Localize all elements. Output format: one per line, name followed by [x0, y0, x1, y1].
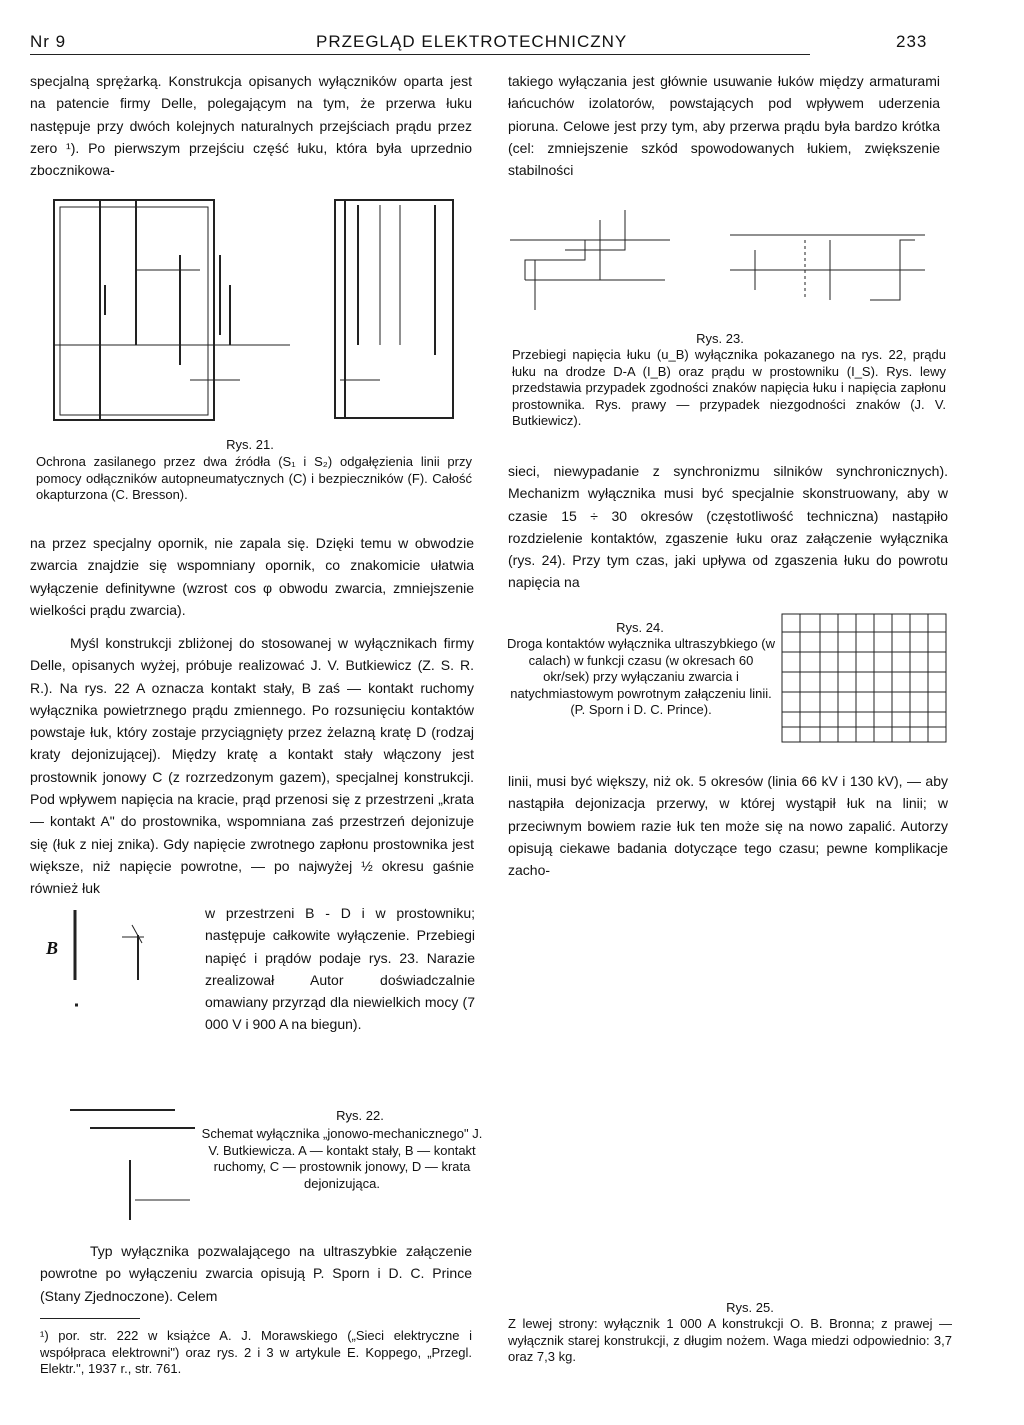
figure-24-caption: Droga kontaktów wyłącznika ultraszybkiego (w calach) w funkcji czasu (w okresach 60 okr/sek) przy wyłączaniu zwarcia i natychmiastowym powrotnym załączeniu linii. (P. Sporn i D. C. Prince).	[506, 636, 776, 717]
figure-25-number: Rys. 25.	[726, 1300, 774, 1315]
right-paragraph-2: sieci, niewypadanie z synchronizmu silników synchronicznych). Mechanizm wyłącznika musi być specjalnie skonstruowany, aby w czasie 15 ÷ 30 okresów (częstotliwość techniczna) nastąpiło rozdzielenie kontaktów, zgaszenie łuku oraz załączenie wyłącznika (rys. 24). Przy tym czas, jaki upływa od zgaszenia łuku do powrotu napięcia na	[508, 463, 948, 591]
journal-title: PRZEGLĄD ELEKTROTECHNICZNY	[316, 32, 628, 51]
figure-23-caption: Przebiegi napięcia łuku (u_B) wyłącznika pokazanego na rys. 22, prądu łuku na drodze D-A (I_B) oraz prądu w prostowniku (I_S). Rys. lewy przedstawia przypadek zgodności znaków napięcia łuku i napięcia zapłonu prostownika. Rys. prawy — przypadek niezgodności znaków (J. V. Butkiewicz).	[512, 347, 946, 428]
page-number: 233	[896, 32, 928, 51]
figure-25-caption: Z lewej strony: wyłącznik 1 000 A konstrukcji O. B. Bronna; z prawej — wyłącznik starej konstrukcji, z długim nożem. Waga miedzi odpowiednio: 3,7 oraz 7,3 kg.	[508, 1316, 952, 1364]
figure-22-label-b: B	[46, 938, 59, 958]
footnote-rule	[40, 1318, 140, 1319]
figure-21-photo	[40, 195, 470, 430]
left-paragraph-2: na przez specjalny opornik, nie zapala się. Dzięki temu w obwodzie zwarcia znajdzie się wspomniany opornik, co znakomicie ułatwia wyłączenie definitywne (wzrost cos φ obwodu zwarcia, zmniejszenie wielkości prądu zwarcia).	[30, 535, 474, 618]
left-paragraph-1: specjalną sprężarką. Konstrukcja opisanych wyłączników oparta jest na patencie firmy Delle, polegającym na tym, że przerwa łuku następuje przy dwóch kolejnych naturalnych przejściach prądu przez zero ¹). Po pierwszym przejściu część łuku, która była uprzednio zbocznikowa-	[30, 73, 472, 179]
left-paragraph-3: Myśl konstrukcji zbliżonej do stosowanej w wyłącznikach firmy Delle, opisanych wyżej, próbuje realizować J. V. Butkiewicz (Z. S. R. R.). Na rys. 22 A oznacza kontakt stały, B zaś — kontakt ruchomy wyłącznika powietrznego prądu zmiennego. Po rozsunięciu kontaktów powstaje łuk, który zostaje przyciągnięty przez żelazną kratę D (rodzaj kraty dejonizującej). Między kratę a kontakt stały włączony jest prostownik jonowy C (z rozrzedzonym gazem), specjalnej konstrukcji. Pod wpływem napięcia na kracie, prąd przenosi się z przestrzeni „krata — kontakt A" do prostownika, wspomniana zaś przestrzeń dejonizuje się (łuk z niej znika). Gdy napięcie zwrotnego zapłonu prostownika jest większe, niż napięcie powrotne, — po najwyżej ½ okresu gaśnie również łuk	[30, 635, 474, 897]
footnote: ¹) por. str. 222 w książce A. J. Morawskiego („Sieci elektryczne i współpraca elektrowni") oraz rys. 2 i 3 w artykule E. Koppego, „Przegl. Elektr.", 1937 r., str. 761.	[40, 1328, 472, 1376]
figure-21-caption: Ochrona zasilanego przez dwa źródła (S₁ i S₂) odgałęzienia linii przy pomocy odłączników autopneumatycznych (C) i bezpieczników (F). Całość okapturzona (C. Bresson).	[36, 454, 472, 502]
right-paragraph-1: takiego wyłączania jest głównie usuwanie łuków między armaturami łańcuchów izolatorów, powstających pod wpływem uderzenia pioruna. Celowe jest przy tym, aby przerwa prądu była bardzo krótka (cel: zmniejszenie szkód spowodowanych łukiem, zwiększenie stabilności	[508, 73, 940, 179]
left-paragraph-4: Typ wyłącznika pozwalającego na ultraszybkie załączenie powrotne po wyłączeniu zwarcia opisują P. Sporn i D. C. Prince (Stany Zjednoczone). Celem	[40, 1243, 472, 1304]
figure-22-drawing	[60, 1090, 200, 1230]
figure-24-number: Rys. 24.	[616, 620, 664, 635]
figure-24-chart	[780, 612, 950, 747]
header-rule	[30, 54, 810, 55]
figure-22-number: Rys. 22.	[336, 1108, 384, 1123]
left-paragraph-3b: w przestrzeni B - D i w prostowniku; następuje całkowite wyłączenie. Przebiegi napięć i prądów podaje rys. 23. Narazie zrealizował Autor doświadczalnie omawiany przyrząd dla niewielkich mocy (7 000 V i 900 A na biegun).	[205, 905, 475, 1033]
page-number-left: Nr 9	[30, 32, 67, 51]
figure-23-waveforms	[505, 200, 945, 320]
figure-23-number: Rys. 23.	[696, 331, 744, 346]
figure-22-schematic	[40, 905, 180, 1015]
figure-21-number: Rys. 21.	[226, 437, 274, 452]
right-paragraph-3: linii, musi być większy, niż ok. 5 okresów (linia 66 kV i 130 kV), — aby nastąpiła dejonizacja przerwy, w której wystąpił łuk na linii; w przeciwnym bowiem razie łuk ten może się na nowo zapalić. Autorzy opisują ciekawe badania dotyczące tego czasu; pewne komplikacje zacho-	[508, 773, 948, 879]
figure-22-caption: Schemat wyłącznika „jonowo-mechanicznego" J. V. Butkiewicza. A — kontakt stały, B — kontakt ruchomy, C — prostownik jonowy, D — krata dejonizująca.	[201, 1126, 483, 1191]
